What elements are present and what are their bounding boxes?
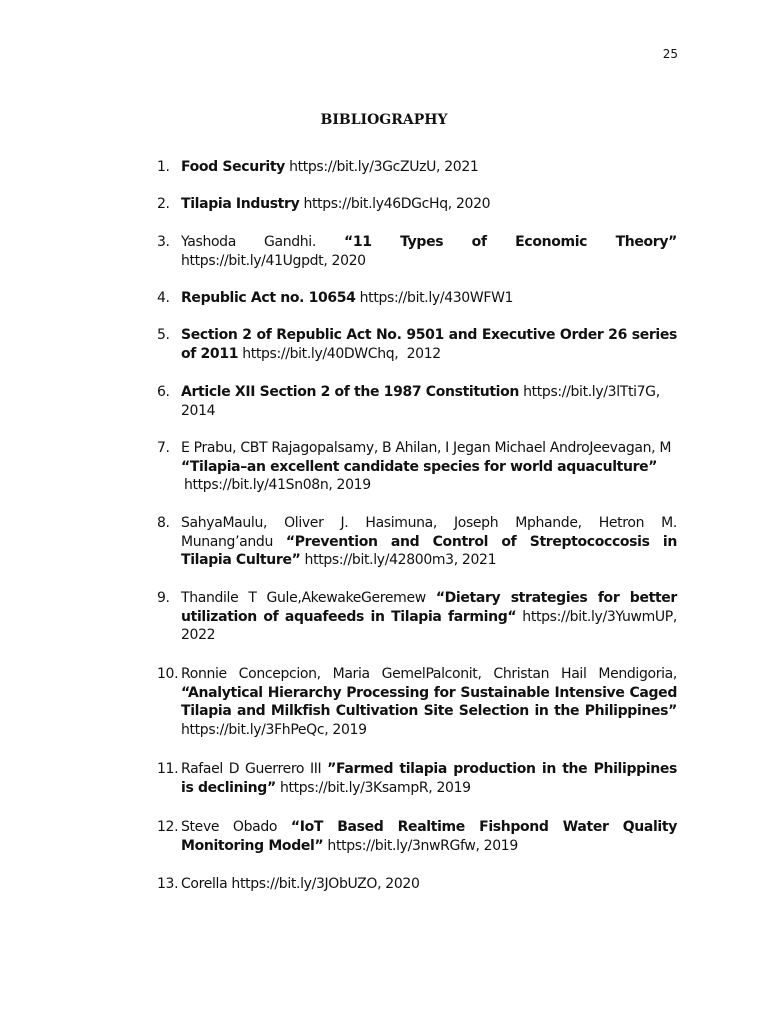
- entry-year: , 2014: [181, 384, 660, 419]
- entry-link[interactable]: https://bit.ly46DGcHq: [303, 196, 448, 212]
- entry-year: , 2019: [475, 837, 518, 854]
- entry-link[interactable]: https://bit.ly/3GcZUzU: [289, 159, 437, 175]
- entry-year: , 2020: [377, 876, 420, 892]
- entry-year: , 2019: [328, 477, 371, 493]
- list-item: [157, 665, 677, 739]
- entry-title: ”Farmed tilapia production in the Philippines is declining”: [181, 761, 677, 796]
- entry-number: 2.: [157, 196, 170, 212]
- entry-title: Tilapia Industry: [181, 196, 300, 212]
- entry-authors: Rafael D Guerrero III: [181, 761, 322, 777]
- entry-authors: Ronnie Concepcion, Maria GemelPalconit, Christan Hail Mendigoria,: [181, 666, 677, 682]
- list-item: [157, 589, 677, 645]
- entry-number: 8.: [157, 515, 170, 531]
- entry-authors: Steve Obado: [181, 819, 278, 835]
- entry-year: , 2020: [323, 252, 366, 269]
- entry-year: , 2019: [428, 779, 471, 796]
- entry-number: 5.: [157, 327, 170, 343]
- entry-year: , 2012: [394, 345, 441, 362]
- list-item: [157, 439, 677, 495]
- list-item: [157, 514, 677, 570]
- list-item: [157, 233, 677, 270]
- entry-title: “11 Types of Economic Theory”: [344, 234, 677, 250]
- entry-link[interactable]: https://bit.ly/3nwRGfw: [327, 837, 476, 854]
- entry-number: 13.: [157, 876, 179, 892]
- list-item: [157, 195, 677, 214]
- entry-link[interactable]: https://bit.ly/41Ugpdt: [181, 252, 324, 269]
- entry-number: 9.: [157, 590, 170, 606]
- entry-number: 7.: [157, 440, 170, 456]
- page-number: 25: [662, 47, 678, 61]
- entry-number: 3.: [157, 234, 170, 250]
- entry-title: Section 2 of Republic Act No. 9501 and Executive Order 26 series of 2011: [181, 327, 677, 362]
- entry-authors: SahyaMaulu, Oliver J. Hasimuna, Joseph Mphande, Hetron M. Munang’andu: [181, 515, 677, 550]
- list-item: [157, 326, 677, 363]
- entry-year: , 2021: [436, 159, 479, 175]
- entry-link[interactable]: https://bit.ly/3KsampR: [279, 779, 429, 796]
- entry-number: 1.: [157, 159, 170, 175]
- entry-link[interactable]: https://bit.ly/3YuwmUP: [522, 608, 673, 625]
- list-item: [157, 383, 677, 420]
- entry-number: 10.: [157, 666, 179, 682]
- entry-title: “Prevention and Control of Streptococcosis in Tilapia Culture”: [181, 533, 677, 568]
- entry-number: 6.: [157, 384, 170, 400]
- entry-year: , 2020: [447, 196, 491, 212]
- list-item: [157, 875, 677, 894]
- page-title: BIBLIOGRAPHY: [320, 112, 448, 128]
- entry-title: “Analytical Hierarchy Processing for Sustainable Intensive Caged Tilapia and Milkfish Cultivation Site Selection in the Philippines”: [181, 684, 677, 719]
- entry-link[interactable]: https://bit.ly/40DWChq: [242, 345, 395, 362]
- entry-title: Food Security: [181, 159, 285, 175]
- entry-authors: Yashoda Gandhi.: [181, 234, 316, 250]
- list-item: [157, 818, 677, 855]
- entry-link[interactable]: https://bit.ly/3JObUZO: [231, 876, 378, 892]
- entry-year: , 2019: [324, 721, 367, 738]
- entry-link[interactable]: https://bit.ly/41Sn08n: [184, 477, 329, 493]
- entry-authors: Corella: [181, 876, 228, 892]
- entry-title: Republic Act no. 10654: [181, 290, 356, 306]
- list-item: [157, 760, 677, 797]
- entry-link[interactable]: https://bit.ly/430WFW1: [359, 290, 514, 306]
- entry-year: , 2022: [181, 608, 677, 643]
- entry-title: “Dietary strategies for better utilization of aquafeeds in Tilapia farming“: [181, 590, 677, 625]
- list-item: [157, 158, 677, 177]
- entry-authors: E Prabu, CBT Rajagopalsamy, B Ahilan, I Jegan Michael AndroJeevagan, M: [181, 440, 672, 456]
- entry-number: 11.: [157, 761, 179, 777]
- entry-year: , 2021: [453, 552, 497, 568]
- entry-authors: Thandile T Gule,AkewakeGeremew: [181, 590, 426, 606]
- entry-title: Article XII Section 2 of the 1987 Constitution: [181, 384, 519, 400]
- entry-number: 4.: [157, 290, 170, 306]
- entry-title: “Tilapia–an excellent candidate species for world aquaculture”: [181, 458, 658, 475]
- entry-link[interactable]: https://bit.ly/3lTti7G: [523, 384, 656, 400]
- entry-title: “IoT Based Realtime Fishpond Water Quality Monitoring Model”: [181, 819, 677, 854]
- list-item: [157, 289, 677, 308]
- entry-number: 12.: [157, 819, 179, 835]
- entry-link[interactable]: https://bit.ly/42800m3: [304, 552, 454, 568]
- entry-link[interactable]: https://bit.ly/3FhPeQc: [181, 721, 325, 738]
